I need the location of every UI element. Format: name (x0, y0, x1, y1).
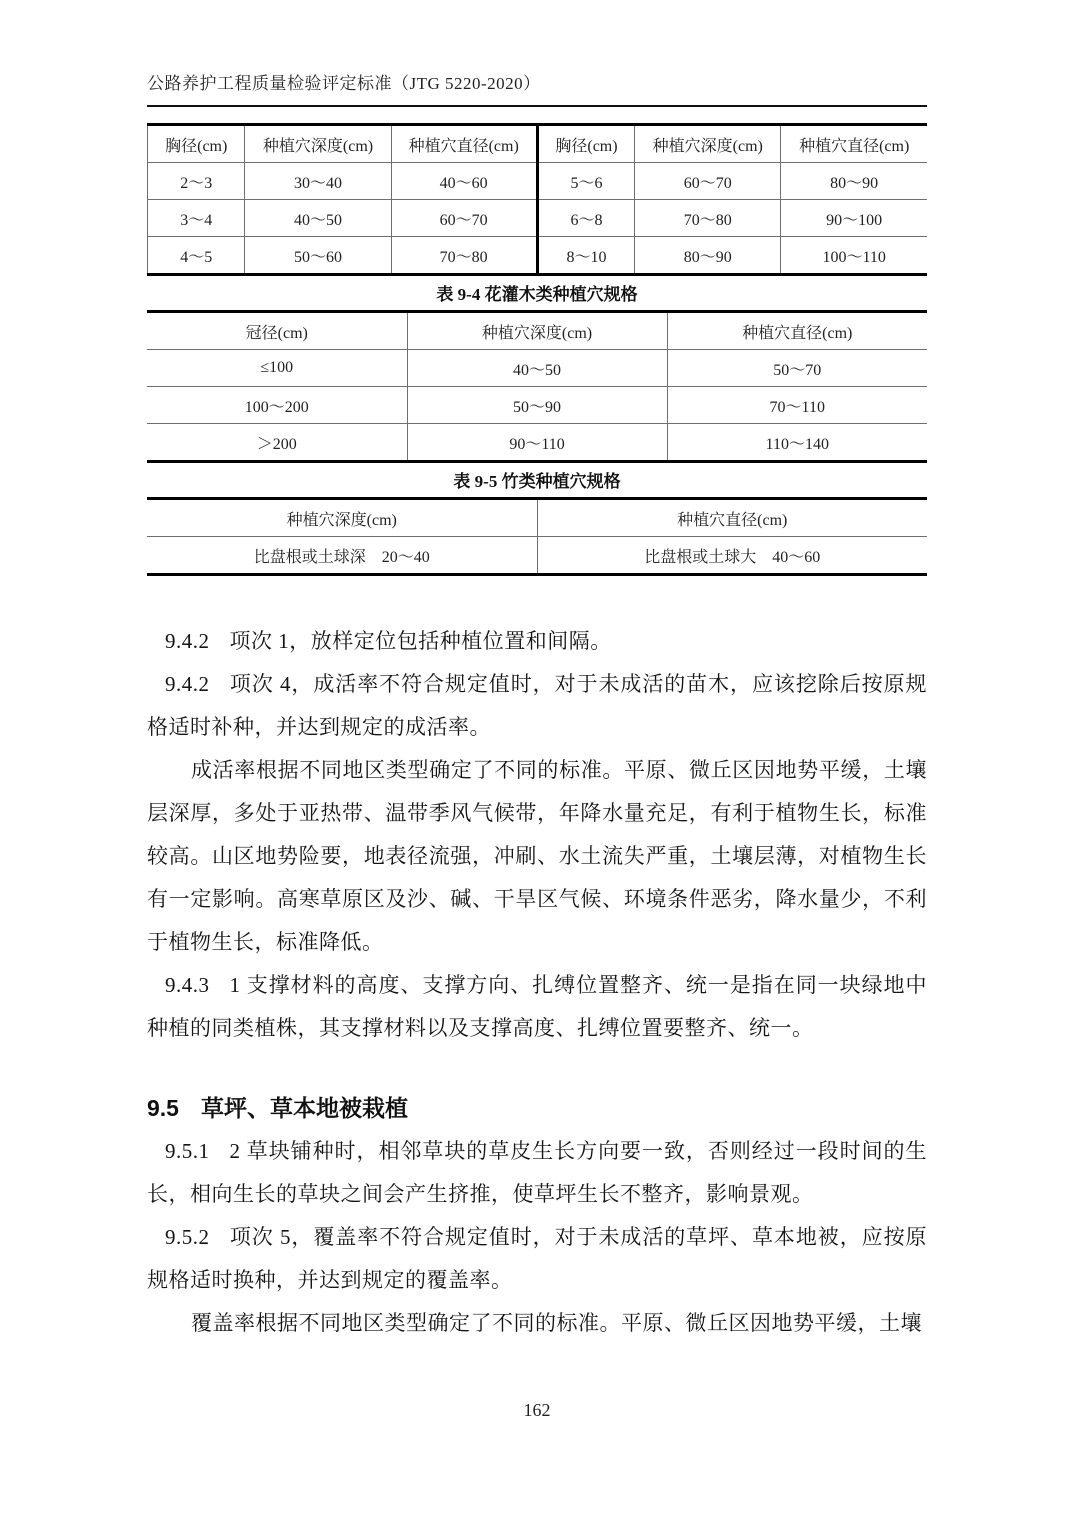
running-header (147, 72, 927, 107)
table-cell: 90～100 (781, 200, 927, 237)
page-number: 162 (523, 1400, 551, 1420)
clause-number: 9.5.1 (165, 1139, 210, 1163)
table-cell: 80～90 (635, 237, 781, 275)
shrub-planting-pit-table (147, 310, 927, 463)
table-cell: 30～40 (245, 163, 391, 200)
survival-rate-paragraph: 成活率根据不同地区类型确定了不同的标准。平原、微丘区因地势平缓，土壤层深厚，多处于亚热带、温带季风气候带，年降水量充足，有利于植物生长，标准较高。山区地势险要，地表径流强，冲刷、水土流失严重，土壤层薄，对植物生长有一定影响。高寒草原区及沙、碱、干旱区气候、环境条件恶劣，降水量少，不利于植物生长，标准降低。 (147, 758, 927, 954)
clause-text: 2 草块铺种时，相邻草块的草皮生长方向要一致，否则经过一段时间的生长，相向生长的草块之间会产生挤推，使草坪生长不整齐，影响景观。 (147, 1139, 927, 1206)
clause-9-5-2 (147, 1216, 927, 1302)
table-9-5-caption: 表 9-5 竹类种植穴规格 (453, 472, 621, 491)
table-cell: 70～80 (635, 200, 781, 237)
column-header: 种植穴深度(cm) (245, 125, 391, 163)
clause-text: 项次 5，覆盖率不符合规定值时，对于未成活的草坪、草本地被，应按原规格适时换种，并达到规定的覆盖率。 (147, 1225, 927, 1292)
table-cell: 100～200 (147, 387, 407, 424)
table-cell: 100～110 (781, 237, 927, 275)
table-cell: ＞200 (147, 424, 407, 462)
table-cell: 3～4 (148, 200, 245, 237)
clause-number: 9.4.2 (165, 629, 210, 653)
body-text (147, 620, 927, 1345)
table-cell: ≤100 (147, 350, 407, 387)
column-header: 种植穴深度(cm) (635, 125, 781, 163)
table-cell: 比盘根或土球深 20～40 (147, 537, 537, 575)
table-cell: 比盘根或土球大 40～60 (537, 537, 927, 575)
clause-9-4-2-item4 (147, 663, 927, 749)
table-cell: 90～110 (407, 424, 667, 462)
clause-number: 9.5.2 (165, 1225, 210, 1249)
table-row (148, 237, 928, 275)
table-cell: 50～70 (667, 350, 927, 387)
clause-text: 项次 4，成活率不符合规定值时，对于未成活的苗木，应该挖除后按原规格适时补种，并达到规定的成活率。 (147, 672, 927, 739)
document-title: 公路养护工程质量检验评定标准（JTG 5220-2020） (147, 74, 541, 93)
table-cell: 2～3 (148, 163, 245, 200)
table-cell: 4～5 (148, 237, 245, 275)
table-cell: 8～10 (537, 237, 634, 275)
table-row (148, 163, 928, 200)
column-header: 冠径(cm) (147, 312, 407, 350)
table-header-row (147, 499, 927, 537)
table-row (147, 350, 927, 387)
column-header: 种植穴直径(cm) (391, 125, 537, 163)
table-cell: 80～90 (781, 163, 927, 200)
table-row (147, 424, 927, 462)
table-cell: 70～80 (391, 237, 537, 275)
column-header: 种植穴深度(cm) (147, 499, 537, 537)
table-cell: 60～70 (635, 163, 781, 200)
table-cell: 40～50 (407, 350, 667, 387)
table-row (148, 200, 928, 237)
column-header: 胸径(cm) (537, 125, 634, 163)
table-9-4-caption: 表 9-4 花灌木类种植穴规格 (436, 285, 638, 304)
coverage-rate-paragraph: 覆盖率根据不同地区类型确定了不同的标准。平原、微丘区因地势平缓，土壤 (191, 1311, 922, 1335)
table-header-row (148, 125, 928, 163)
section-9-5-heading (147, 1092, 927, 1124)
clause-number: 9.4.2 (165, 672, 210, 696)
clause-9-4-2-item1 (147, 620, 927, 663)
clause-9-5-1 (147, 1130, 927, 1216)
table-row (147, 387, 927, 424)
column-header: 胸径(cm) (148, 125, 245, 163)
table-cell: 70～110 (667, 387, 927, 424)
clause-text: 1 支撑材料的高度、支撑方向、扎缚位置整齐、统一是指在同一块绿地中种植的同类植株，其支撑材料以及支撑高度、扎缚位置要整齐、统一。 (147, 973, 927, 1040)
table-cell: 110～140 (667, 424, 927, 462)
column-header: 种植穴直径(cm) (781, 125, 927, 163)
table-cell: 50～60 (245, 237, 391, 275)
table-cell: 6～8 (537, 200, 634, 237)
section-title: 草坪、草本地被栽植 (200, 1095, 408, 1121)
table-row (147, 537, 927, 575)
table-cell: 40～50 (245, 200, 391, 237)
clause-text: 项次 1，放样定位包括种植位置和间隔。 (229, 629, 612, 653)
table-cell: 60～70 (391, 200, 537, 237)
table-cell: 40～60 (391, 163, 537, 200)
column-header: 种植穴直径(cm) (537, 499, 927, 537)
table-cell: 50～90 (407, 387, 667, 424)
section-number: 9.5 (147, 1095, 179, 1121)
column-header: 种植穴深度(cm) (407, 312, 667, 350)
tree-planting-pit-table (147, 123, 927, 276)
clause-number: 9.4.3 (165, 973, 210, 997)
column-header: 种植穴直径(cm) (667, 312, 927, 350)
table-cell: 5～6 (537, 163, 634, 200)
table-header-row (147, 312, 927, 350)
bamboo-planting-pit-table (147, 497, 927, 576)
clause-9-4-3 (147, 964, 927, 1050)
